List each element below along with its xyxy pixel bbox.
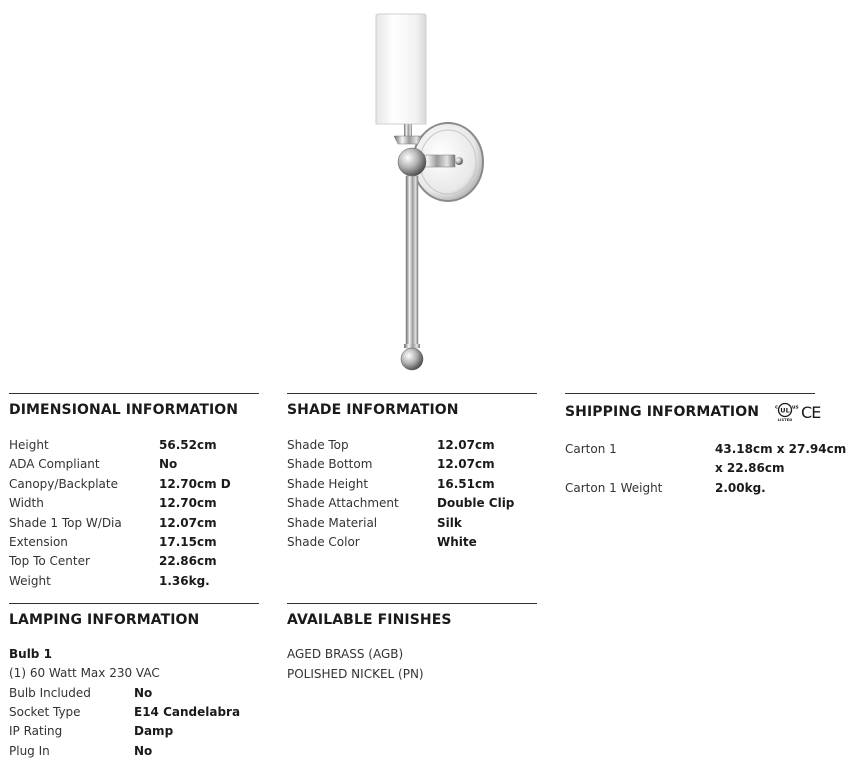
ul-listed-icon [772,402,798,422]
spec-value: White [437,535,477,550]
spec-row [9,722,259,741]
spec-value: Silk [437,515,462,530]
spec-label: Width [9,496,44,511]
spec-label: Canopy/Backplate [9,476,118,491]
spec-value: Double Clip [437,496,515,511]
spec-row [9,533,259,552]
spec-value: No [134,685,153,700]
central-ball [398,148,426,176]
divider [287,393,537,394]
spec-row-continued [565,459,815,478]
spec-value: 22.86cm [159,554,217,569]
bulb-title: Bulb 1 [9,647,52,661]
spec-label: IP Rating [9,724,63,739]
bottom-finial [401,348,423,370]
spec-label: Shade Bottom [287,457,373,472]
shade-rows [287,436,537,552]
spec-row [9,475,259,494]
spec-row [287,514,537,533]
spec-value: No [134,743,153,758]
finishes-list [287,645,537,684]
spec-label: Bulb Included [9,685,91,700]
spec-label: Extension [9,535,68,550]
shipping-section [565,393,846,498]
spec-row [9,742,259,761]
spec-value: 43.18cm x 27.94cm [715,442,846,456]
spec-value: No [159,457,178,472]
spec-row [9,552,259,571]
divider [287,603,537,604]
spec-label: Top To Center [9,554,90,569]
spec-label: Plug In [9,743,50,758]
dimensional-rows [9,436,259,591]
finishes-section [287,603,537,684]
spec-label: Shade Attachment [287,496,399,511]
svg-text:c: c [775,404,779,411]
spec-label: Height [9,438,49,452]
spec-row [287,436,537,455]
spec-value: 12.07cm [437,438,495,452]
spec-value: 12.70cm D [159,476,231,491]
spec-label: Shade Top [287,438,349,452]
product-image [360,8,500,378]
spec-value: E14 Candelabra [134,705,241,719]
spec-label: Socket Type [9,705,81,719]
spec-row [9,494,259,513]
divider [9,603,259,604]
crystal-stem [406,176,418,348]
finish-item: AGED BRASS (AGB) [287,647,404,661]
divider [9,393,259,394]
spec-label: Shade Color [287,535,360,550]
dimensional-section [9,393,259,591]
spec-value: 12.70cm [159,496,217,511]
spec-row [9,572,259,591]
finishes-title: AVAILABLE FINISHES [287,612,452,628]
shade-section [287,393,537,552]
dimensional-title: DIMENSIONAL INFORMATION [9,402,239,418]
spec-value: 2.00kg. [715,480,766,495]
listed-text: LISTED [777,418,793,422]
spec-value: Damp [134,724,174,739]
spec-row [565,479,815,498]
shipping-title-text: SHIPPING INFORMATION [565,404,760,420]
shipping-rows [565,440,846,498]
svg-text:us: us [792,404,799,411]
shade-title: SHADE INFORMATION [287,402,459,418]
spec-value: 1.36kg. [159,573,210,588]
shipping-title [565,402,821,422]
wall-sconce-illustration [360,8,500,378]
svg-text:UL: UL [780,406,790,415]
spec-label: Shade 1 Top W/Dia [9,515,122,530]
spec-label: ADA Compliant [9,457,100,472]
spec-label: Shade Height [287,476,369,491]
spec-label: Carton 1 [565,442,617,456]
bulb-description: (1) 60 Watt Max 230 VAC [9,666,160,680]
spec-label: Carton 1 Weight [565,480,663,495]
lamping-title: LAMPING INFORMATION [9,612,200,628]
spec-row [287,494,537,513]
certification-marks [772,402,820,422]
spec-value: 17.15cm [159,535,217,550]
spec-row [287,533,537,552]
spec-value: 16.51cm [437,476,495,491]
ce-mark-icon: CE [801,402,821,422]
spec-value: x 22.86cm [715,461,785,476]
spec-value: 12.07cm [159,515,217,530]
spec-row [287,475,537,494]
spec-row [565,440,846,459]
spec-row [9,684,259,703]
spec-label: Weight [9,573,51,588]
spec-row [9,455,259,474]
spec-row [9,514,259,533]
spec-value: 12.07cm [437,457,495,472]
divider [565,393,815,394]
spec-row [9,436,259,455]
lamp-shade [376,14,426,124]
finish-item: POLISHED NICKEL (PN) [287,666,424,681]
spec-row [287,455,537,474]
lamping-section [9,603,259,761]
spec-value: 56.52cm [159,438,217,452]
spec-label: Shade Material [287,515,378,530]
spec-row [9,703,259,722]
